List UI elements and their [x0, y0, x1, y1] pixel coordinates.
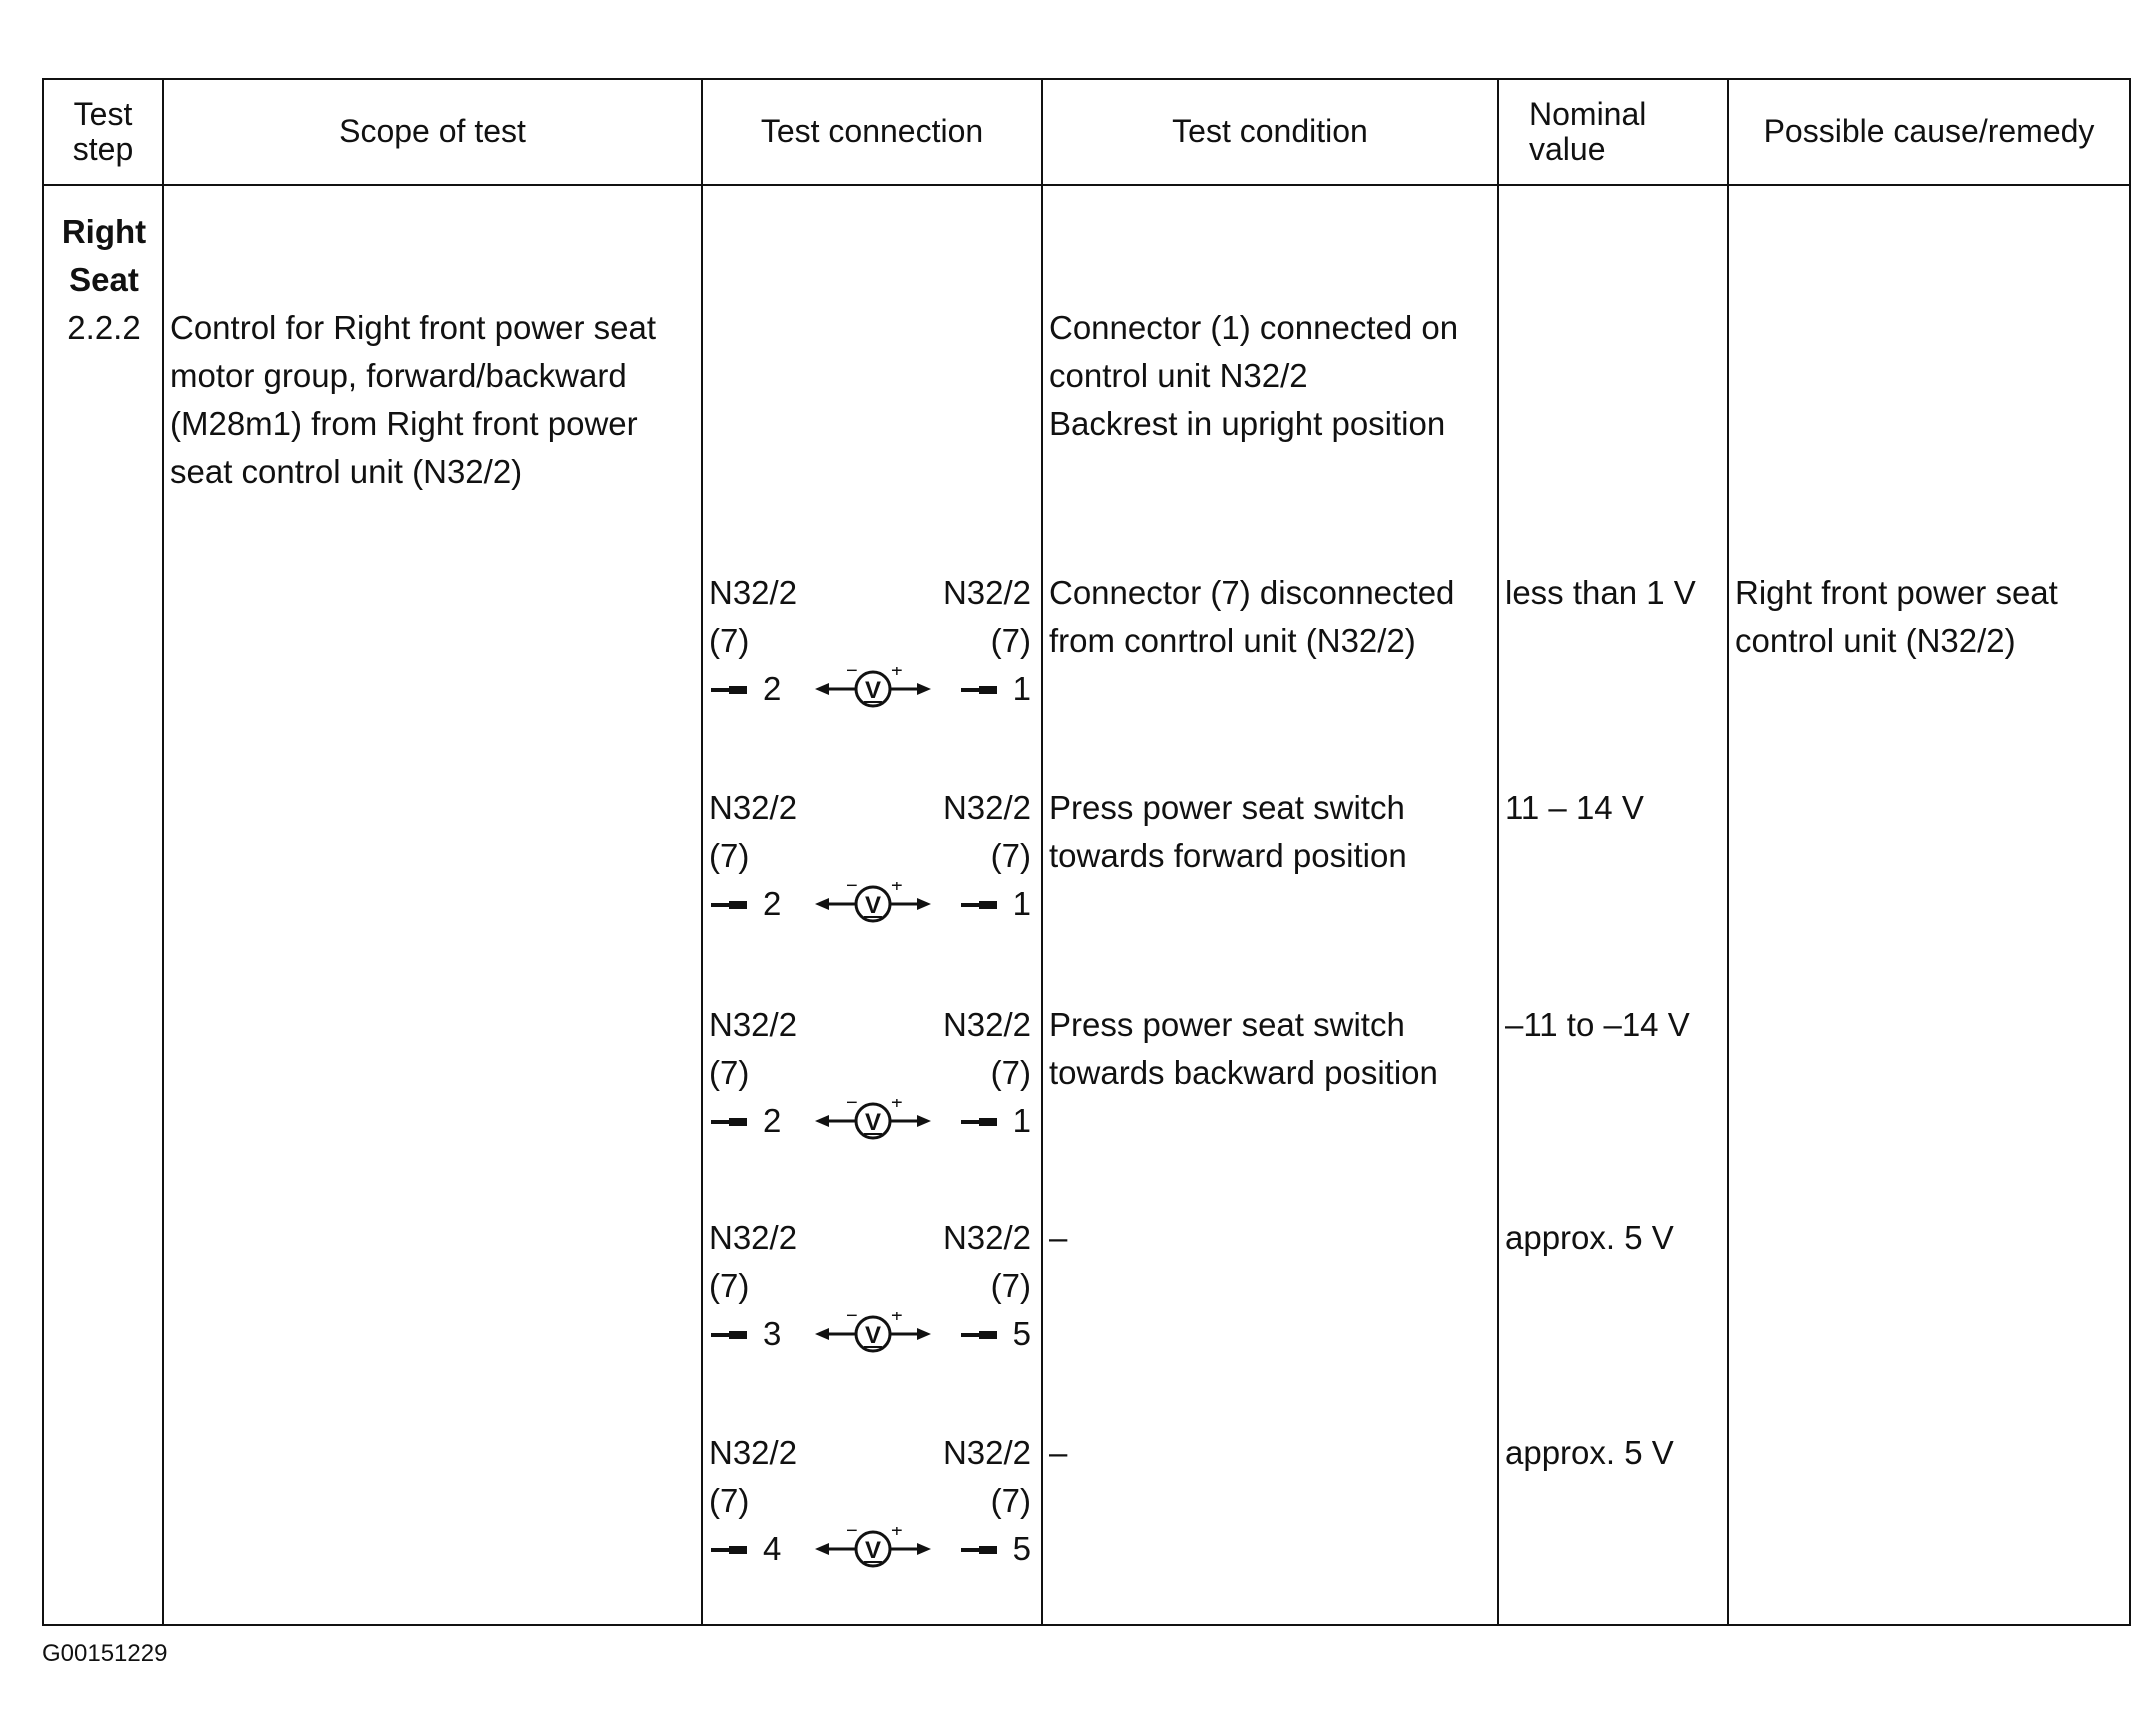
connection-diagram — [709, 784, 1031, 934]
condition-line: – — [1049, 1434, 1068, 1471]
initial-condition-line-1: Connector (1) connected on — [1049, 309, 1459, 346]
pin-right: 5 — [1012, 1315, 1031, 1352]
condition-line: Press power seat switch — [1049, 1006, 1405, 1043]
connection-right-labels — [943, 1429, 1031, 1525]
right-terminal-icon — [961, 903, 995, 907]
header-condition: Test condition — [1042, 79, 1498, 185]
connection-right-labels — [943, 784, 1031, 880]
connection-left-labels — [709, 1001, 797, 1097]
condition-line: towards forward position — [1049, 837, 1407, 874]
pin-row — [709, 1525, 1031, 1573]
connection-left-labels — [709, 1429, 797, 1525]
condition-line: Connector (7) disconnected — [1049, 574, 1455, 611]
pin-left: 4 — [763, 1530, 782, 1567]
test-procedure-table — [42, 78, 2131, 1626]
condition-line: – — [1049, 1219, 1068, 1256]
meter-symbol: V — [864, 892, 882, 919]
connection-left-labels — [709, 569, 797, 665]
pin-right: 1 — [1012, 1102, 1031, 1139]
right-unit-label: N32/2 — [942, 574, 1031, 611]
left-unit-label: N32/2 — [709, 1219, 798, 1256]
meter-symbol: V — [864, 1322, 882, 1349]
right-unit-label: N32/2 — [942, 1434, 1031, 1471]
condition-line: towards backward position — [1049, 1054, 1438, 1091]
meter-symbol: V — [864, 1537, 882, 1564]
svg-text:−: − — [846, 882, 858, 897]
right-unit-label: N32/2 — [942, 789, 1031, 826]
nominal-value: less than 1 V — [1505, 574, 1696, 611]
connection-cell — [702, 185, 1042, 1625]
step-number: 2.2.2 — [67, 309, 141, 346]
test-step-cell — [43, 185, 163, 1625]
nominal-value: approx. 5 V — [1505, 1434, 1674, 1471]
left-terminal-icon — [711, 1548, 745, 1552]
connection-diagram — [709, 1001, 1031, 1151]
left-unit-label: N32/2 — [709, 1434, 798, 1471]
pin-right: 1 — [1012, 670, 1031, 707]
remedy-cell — [1728, 185, 2130, 1625]
right-terminal-icon — [961, 1548, 995, 1552]
pin-right: 1 — [1012, 885, 1031, 922]
svg-text:+: + — [891, 667, 903, 682]
remedy-line: control unit (N32/2) — [1735, 622, 2016, 659]
condition-cell — [1042, 185, 1498, 1625]
left-unit-label: N32/2 — [709, 1006, 798, 1043]
nominal-value: 11 – 14 V — [1505, 789, 1644, 826]
pin-left: 2 — [763, 885, 782, 922]
header-remedy: Possible cause/remedy — [1728, 79, 2130, 185]
nominal-value: approx. 5 V — [1505, 1219, 1674, 1256]
header-nominal: Nominal value — [1498, 79, 1728, 185]
svg-text:+: + — [891, 1527, 903, 1542]
initial-condition-line-2: control unit N32/2 — [1049, 357, 1308, 394]
voltmeter-icon — [813, 667, 933, 711]
right-terminal-icon — [961, 1333, 995, 1337]
scope-cell — [163, 185, 702, 1625]
voltmeter-icon — [813, 1312, 933, 1356]
right-connector-label: (7) — [990, 622, 1031, 659]
svg-text:−: − — [846, 1099, 858, 1114]
section-label-seat: Seat — [69, 261, 139, 298]
pin-row — [709, 1310, 1031, 1358]
connection-right-labels — [943, 1001, 1031, 1097]
pin-left: 2 — [763, 670, 782, 707]
right-unit-label: N32/2 — [942, 1006, 1031, 1043]
nominal-cell — [1498, 185, 1728, 1625]
condition-line: Press power seat switch — [1049, 789, 1405, 826]
right-connector-label: (7) — [990, 1267, 1031, 1304]
connection-left-labels — [709, 1214, 797, 1310]
right-unit-label: N32/2 — [942, 1219, 1031, 1256]
header-scope: Scope of test — [163, 79, 702, 185]
left-connector-label: (7) — [709, 837, 750, 874]
left-unit-label: N32/2 — [709, 789, 798, 826]
initial-condition-line-3: Backrest in upright position — [1049, 405, 1446, 442]
voltmeter-icon — [813, 1527, 933, 1571]
left-terminal-icon — [711, 1333, 745, 1337]
pin-right: 5 — [1012, 1530, 1031, 1567]
connection-right-labels — [943, 569, 1031, 665]
left-connector-label: (7) — [709, 1054, 750, 1091]
left-terminal-icon — [711, 1120, 745, 1124]
pin-row — [709, 1097, 1031, 1145]
header-connection: Test connection — [702, 79, 1042, 185]
right-connector-label: (7) — [990, 837, 1031, 874]
left-connector-label: (7) — [709, 622, 750, 659]
right-connector-label: (7) — [990, 1482, 1031, 1519]
pin-row — [709, 880, 1031, 928]
step-row — [43, 185, 2130, 1625]
left-connector-label: (7) — [709, 1267, 750, 1304]
svg-text:−: − — [846, 1312, 858, 1327]
figure-code: G00151229 — [42, 1640, 168, 1667]
meter-symbol: V — [864, 1109, 882, 1136]
connection-diagram — [709, 569, 1031, 719]
section-label-right: Right — [61, 213, 147, 250]
pin-left: 2 — [763, 1102, 782, 1139]
pin-left: 3 — [763, 1315, 782, 1352]
left-terminal-icon — [711, 688, 745, 692]
left-connector-label: (7) — [709, 1482, 750, 1519]
remedy-line: Right front power seat — [1735, 574, 2058, 611]
connection-left-labels — [709, 784, 797, 880]
right-connector-label: (7) — [990, 1054, 1031, 1091]
svg-text:+: + — [891, 882, 903, 897]
connection-diagram — [709, 1214, 1031, 1364]
left-unit-label: N32/2 — [709, 574, 798, 611]
pin-row — [709, 665, 1031, 713]
left-terminal-icon — [711, 903, 745, 907]
svg-text:+: + — [891, 1099, 903, 1114]
connection-diagram — [709, 1429, 1031, 1579]
connection-right-labels — [943, 1214, 1031, 1310]
nominal-value: –11 to –14 V — [1505, 1006, 1690, 1043]
svg-text:−: − — [846, 667, 858, 682]
svg-text:−: − — [846, 1527, 858, 1542]
scope-text: Control for Right front power seat motor group, forward/backward (M28m1) from Right front power seat control unit (N32/2) — [170, 309, 657, 490]
meter-symbol: V — [864, 677, 882, 704]
voltmeter-icon — [813, 1099, 933, 1143]
svg-text:+: + — [891, 1312, 903, 1327]
header-row — [43, 79, 2130, 185]
right-terminal-icon — [961, 688, 995, 692]
voltmeter-icon — [813, 882, 933, 926]
condition-line: from conrtrol unit (N32/2) — [1049, 622, 1416, 659]
right-terminal-icon — [961, 1120, 995, 1124]
header-test-step: Test step — [43, 79, 163, 185]
